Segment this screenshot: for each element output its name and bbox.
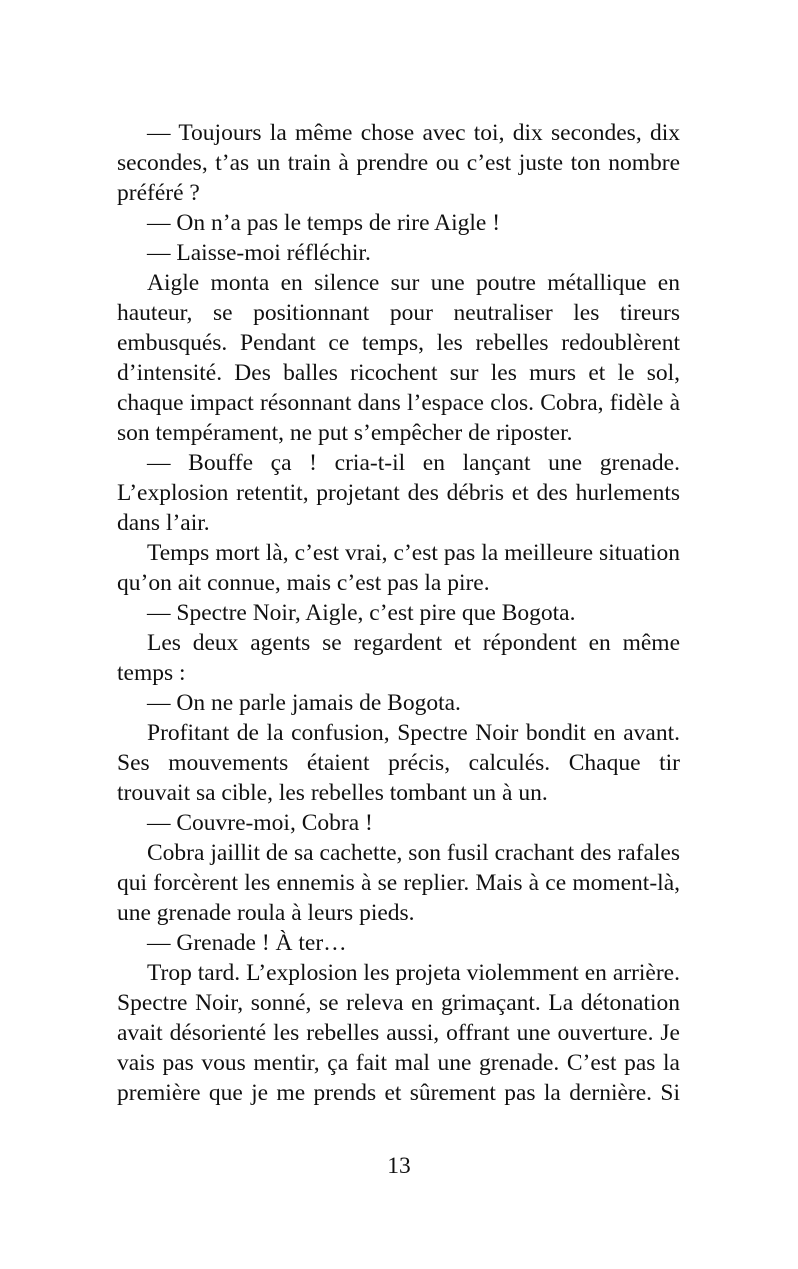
page-number: 13 <box>387 1153 411 1179</box>
paragraph: Profitant de la confusion, Spectre Noir bondit en avant. Ses mouvements étaient précis, calculés. Chaque tir trouvait sa cible, les rebelles tombant un à un. <box>117 720 680 806</box>
paragraph: — On ne parle jamais de Bogota. <box>147 690 461 716</box>
paragraph: Temps mort là, c’est vrai, c’est pas la meilleure situation qu’on ait connue, mais c’est pas la pire. <box>117 540 680 596</box>
paragraph: Aigle monta en silence sur une poutre métallique en hauteur, se positionnant pour neutraliser les tireurs embusqués. Pendant ce temps, les rebelles redoublèrent d’intensité. Des balles ricochent sur les murs et le sol, chaque impact résonnant dans l’espace clos. Cobra, fidèle à son tempérament, ne put s’empêcher de riposter. <box>117 270 680 446</box>
paragraph: — Spectre Noir, Aigle, c’est pire que Bogota. <box>147 600 576 626</box>
paragraph: Cobra jaillit de sa cachette, son fusil crachant des rafales qui forcèrent les ennemis à se replier. Mais à ce moment-là, une grenade roula à leurs pieds. <box>117 840 680 926</box>
body-text <box>117 118 680 1108</box>
paragraph: Les deux agents se regardent et répondent en même temps : <box>117 630 680 686</box>
paragraph: — Toujours la même chose avec toi, dix secondes, dix secondes, t’as un train à prendre ou c’est juste ton nombre préféré ? <box>117 120 680 206</box>
paragraph: — Couvre-moi, Cobra ! <box>147 810 373 836</box>
paragraph: — Bouffe ça ! cria-t-il en lançant une grenade. L’explosion retentit, projetant des débris et des hurlements dans l’air. <box>117 450 680 536</box>
paragraph: — Grenade ! À ter… <box>147 930 347 956</box>
paragraph: — On n’a pas le temps de rire Aigle ! <box>147 210 501 236</box>
paragraph: — Laisse-moi réfléchir. <box>147 240 371 266</box>
paragraph: Trop tard. L’explosion les projeta violemment en arrière. Spectre Noir, sonné, se releva en grimaçant. La détonation avait désorienté les rebelles aussi, offrant une ouverture. Je vais pas vous mentir, ça fait mal une grenade. C’est pas la première que je me prends et sûrement pas la dernière. Si <box>117 960 680 1106</box>
